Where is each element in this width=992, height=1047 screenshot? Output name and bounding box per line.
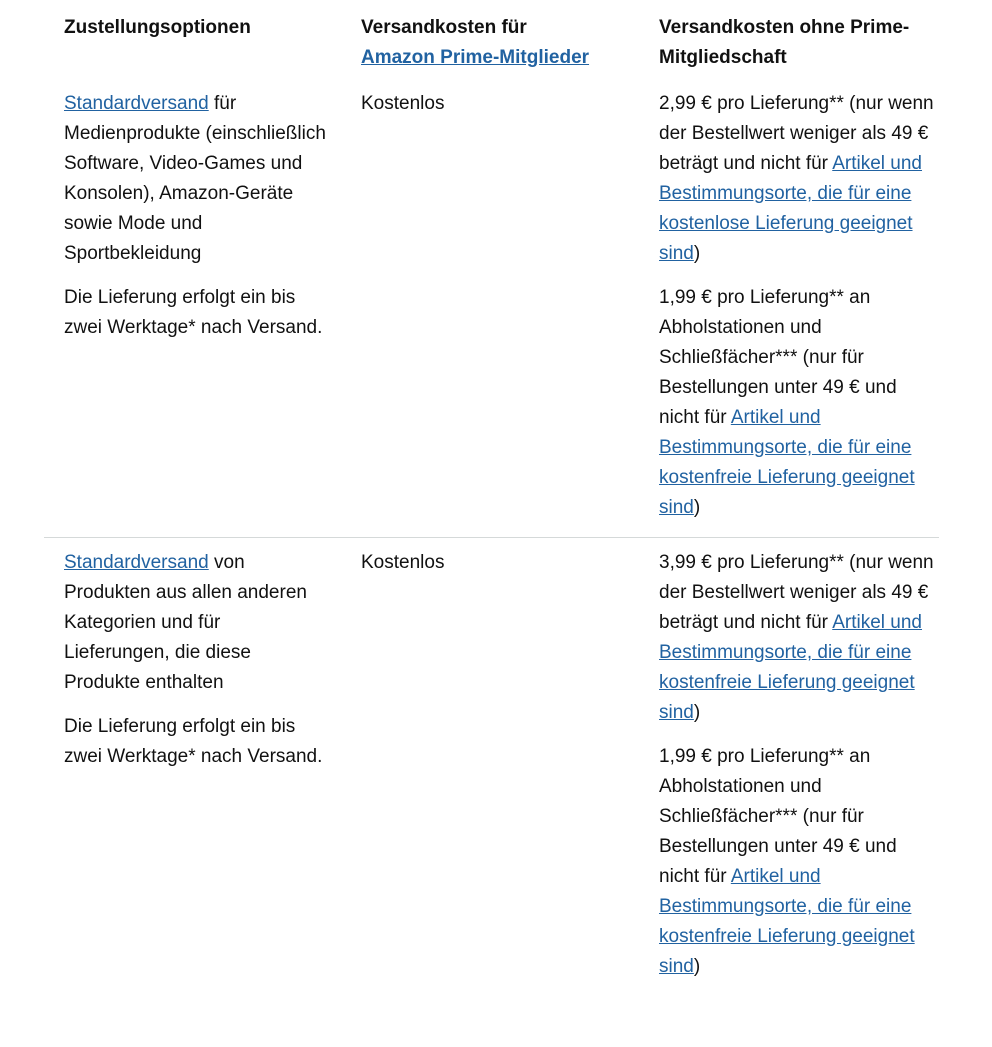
standard-shipping-link[interactable]: Standardversand [64,552,209,573]
nonprime-cost-paragraph [659,89,939,269]
delivery-note: Die Lieferung erfolgt ein bis zwei Werktage* nach Versand. [64,716,323,767]
header-nonprime-costs [639,13,939,89]
nonprime-cost-paragraph [659,283,939,523]
header-delivery-options-label: Zustellungsoptionen [64,17,251,38]
standard-shipping-link[interactable]: Standardversand [64,93,209,114]
prime-cost-cell [341,548,639,982]
eligible-items-link[interactable]: Artikel und Bestimmungsorte, die für eine kostenlose Lieferung geeignet sind [659,153,923,264]
nonprime-cost-text: 3,99 € pro Lieferung** (nur wenn der Bestellwert weniger als 49 € beträgt und nicht für [659,552,934,633]
nonprime-cost-text: 1,99 € pro Lieferung** an Abholstationen und Schließfächer*** (nur für Bestellungen unter 49 € und nicht für [659,287,897,428]
nonprime-cost-suffix: ) [693,702,701,723]
nonprime-cost-text: 2,99 € pro Lieferung** (nur wenn der Bestellwert weniger als 49 € beträgt und nicht für [659,93,934,174]
shipping-cost-table [44,13,939,996]
header-delivery-options [44,13,341,89]
nonprime-cost-suffix: ) [693,497,701,518]
prime-cost-value: Kostenlos [361,93,445,114]
header-prime-costs-label: Versandkosten für [361,17,527,38]
eligible-items-link[interactable]: Artikel und Bestimmungsorte, die für eine kostenfreie Lieferung geeignet sind [659,407,915,518]
nonprime-cost-cell [639,548,939,982]
delivery-option-description [64,548,331,698]
table-header-row [44,13,939,89]
header-nonprime-costs-label: Versandkosten ohne Prime-Mitgliedschaft [659,17,910,68]
nonprime-cost-paragraph [659,742,939,982]
delivery-note: Die Lieferung erfolgt ein bis zwei Werktage* nach Versand. [64,287,323,338]
eligible-items-link[interactable]: Artikel und Bestimmungsorte, die für eine kostenfreie Lieferung geeignet sind [659,866,915,977]
delivery-option-text: für Medienprodukte (einschließlich Software, Video-Games und Konsolen), Amazon-Geräte sowie Mode und Sportbekleidung [64,93,326,264]
nonprime-cost-suffix: ) [693,956,701,977]
prime-cost-cell [341,89,639,523]
nonprime-cost-suffix: ) [693,243,701,264]
table-row [44,89,939,537]
delivery-option-description [64,89,331,269]
nonprime-cost-text: 1,99 € pro Lieferung** an Abholstationen und Schließfächer*** (nur für Bestellungen unter 49 € und nicht für [659,746,897,887]
header-prime-costs [341,13,639,89]
delivery-option-cell [44,548,341,982]
nonprime-cost-cell [639,89,939,523]
delivery-option-cell [44,89,341,523]
prime-cost-value: Kostenlos [361,552,445,573]
delivery-option-text: von Produkten aus allen anderen Kategorien und für Lieferungen, die diese Produkte enthalten [64,552,307,693]
prime-members-link[interactable]: Amazon Prime-Mitglieder [361,47,590,68]
eligible-items-link[interactable]: Artikel und Bestimmungsorte, die für eine kostenfreie Lieferung geeignet sind [659,612,923,723]
table-row [44,537,939,996]
nonprime-cost-paragraph [659,548,939,728]
